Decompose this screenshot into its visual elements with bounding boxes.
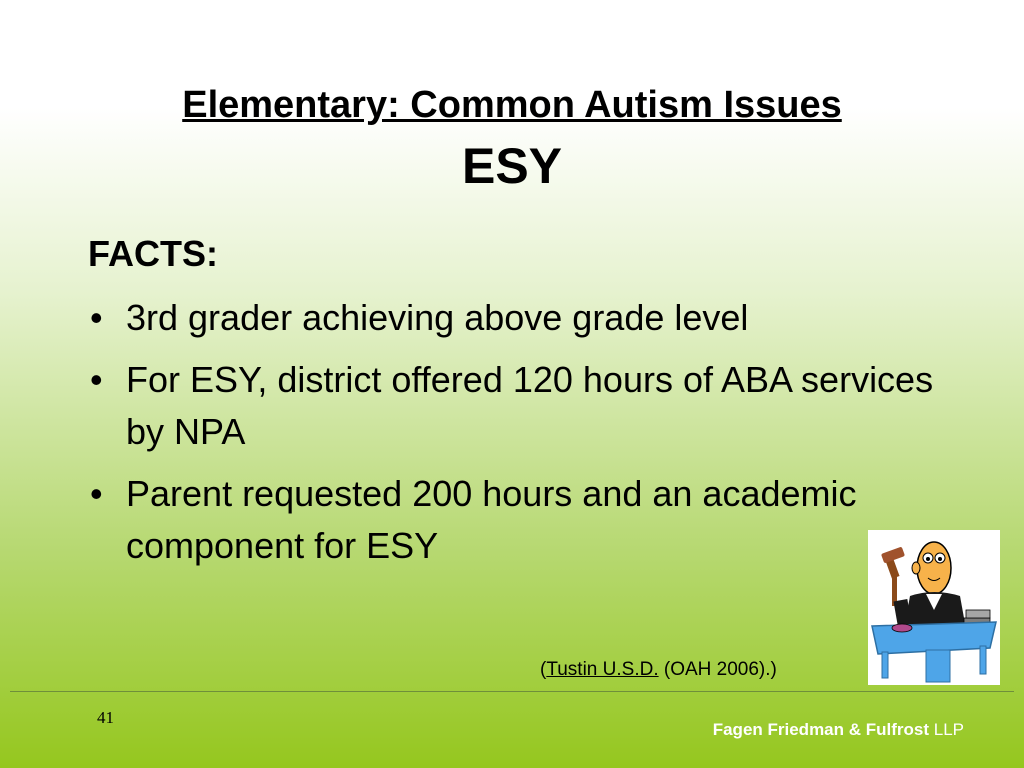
- bullet-text: 3rd grader achieving above grade level: [126, 297, 749, 338]
- slide-subtitle: ESY: [461, 138, 563, 194]
- citation-open: (: [540, 659, 547, 680]
- list-item: [88, 292, 948, 344]
- footer-divider: [10, 691, 1014, 692]
- case-citation: [540, 658, 777, 682]
- slide-title: Elementary: Common Autism Issues: [182, 84, 842, 126]
- bullet-list: [88, 292, 948, 582]
- page-number: 41: [97, 708, 114, 727]
- firm-name: Fagen Friedman & Fulfrost: [712, 720, 930, 739]
- list-item: [88, 354, 948, 458]
- bullet-icon: •: [90, 297, 103, 338]
- bullet-icon: •: [90, 359, 103, 400]
- case-name-link[interactable]: Tustin U.S.D.: [546, 659, 659, 680]
- citation-rest: (OAH 2006).): [658, 659, 777, 680]
- judge-icon: [868, 530, 1000, 685]
- firm-suffix: LLP: [929, 720, 964, 739]
- bullet-text: For ESY, district offered 120 hours of ABA services by NPA: [126, 359, 934, 452]
- list-item: [88, 468, 948, 572]
- facts-heading: FACTS:: [88, 233, 218, 274]
- footer-firm-name: [713, 720, 964, 740]
- bullet-text: Parent requested 200 hours and an academic component for ESY: [126, 473, 857, 566]
- bullet-icon: •: [90, 473, 103, 514]
